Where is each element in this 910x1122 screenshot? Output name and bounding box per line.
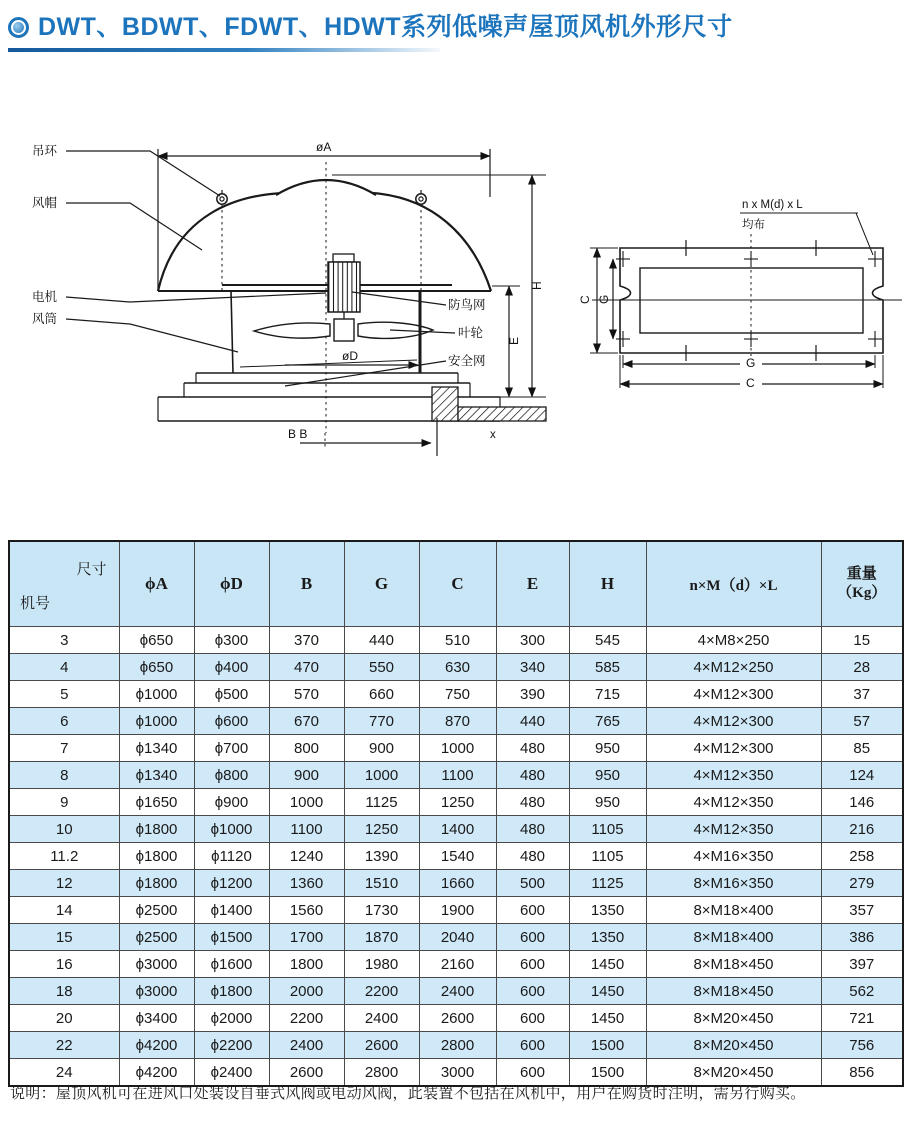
value-cell: 600	[496, 1059, 569, 1087]
value-cell: 8×M16×350	[646, 870, 821, 897]
model-no-cell: 10	[9, 816, 119, 843]
value-cell: 1000	[269, 789, 344, 816]
value-cell: 1100	[419, 762, 496, 789]
value-cell: 856	[821, 1059, 903, 1087]
bolt-note-line2: 均布	[742, 219, 765, 231]
table-row	[9, 897, 903, 924]
label-lifting-ring: 吊环	[32, 144, 58, 158]
value-cell: 500	[496, 870, 569, 897]
value-cell: 4×M12×300	[646, 735, 821, 762]
footnote: 说明：屋顶风机可在进风口处装设自垂式风阀或电动风阀，此装置不包括在风机中，用户在购货时注明，需另行购买。	[10, 1085, 806, 1102]
value-cell: 2800	[419, 1032, 496, 1059]
value-cell: 57	[821, 708, 903, 735]
table-row	[9, 870, 903, 897]
value-cell: 85	[821, 735, 903, 762]
value-cell: 258	[821, 843, 903, 870]
value-cell: ϕ4200	[119, 1032, 194, 1059]
value-cell: 630	[419, 654, 496, 681]
value-cell: 1560	[269, 897, 344, 924]
value-cell: 600	[496, 1032, 569, 1059]
title-underline	[8, 48, 440, 52]
model-no-cell: 22	[9, 1032, 119, 1059]
column-header-g: G	[344, 541, 419, 627]
table-row	[9, 816, 903, 843]
value-cell: 765	[569, 708, 646, 735]
value-cell: ϕ1000	[119, 681, 194, 708]
value-cell: 386	[821, 924, 903, 951]
value-cell: 1540	[419, 843, 496, 870]
value-cell: 4×M12×350	[646, 816, 821, 843]
value-cell: 1250	[344, 816, 419, 843]
value-cell: 8×M18×400	[646, 924, 821, 951]
value-cell: 124	[821, 762, 903, 789]
value-cell: 2600	[419, 1005, 496, 1032]
value-cell: 756	[821, 1032, 903, 1059]
value-cell: 1350	[569, 924, 646, 951]
value-cell: ϕ3000	[119, 978, 194, 1005]
value-cell: 2200	[269, 1005, 344, 1032]
dim-h: H	[530, 281, 544, 290]
value-cell: ϕ1400	[194, 897, 269, 924]
value-cell: 1800	[269, 951, 344, 978]
value-cell: ϕ2000	[194, 1005, 269, 1032]
value-cell: ϕ1340	[119, 762, 194, 789]
table-row	[9, 789, 903, 816]
page-title: DWT、BDWT、FDWT、HDWT系列低噪声屋顶风机外形尺寸	[38, 13, 733, 41]
model-no-cell: 3	[9, 627, 119, 654]
value-cell: ϕ1000	[119, 708, 194, 735]
value-cell: ϕ300	[194, 627, 269, 654]
value-cell: ϕ4200	[119, 1059, 194, 1087]
table-row	[9, 1005, 903, 1032]
value-cell: 480	[496, 843, 569, 870]
page-header	[8, 14, 733, 42]
value-cell: ϕ1800	[194, 978, 269, 1005]
value-cell: 1125	[569, 870, 646, 897]
weight-label-line2: （Kg）	[837, 585, 887, 601]
value-cell: ϕ800	[194, 762, 269, 789]
value-cell: 721	[821, 1005, 903, 1032]
model-no-cell: 18	[9, 978, 119, 1005]
value-cell: 1510	[344, 870, 419, 897]
value-cell: 2400	[419, 978, 496, 1005]
model-no-cell: 12	[9, 870, 119, 897]
value-cell: 2040	[419, 924, 496, 951]
bullseye-icon	[8, 17, 29, 38]
value-cell: 570	[269, 681, 344, 708]
value-cell: 600	[496, 978, 569, 1005]
value-cell: ϕ1000	[194, 816, 269, 843]
value-cell: 480	[496, 789, 569, 816]
value-cell: 480	[496, 762, 569, 789]
value-cell: 2600	[269, 1059, 344, 1087]
value-cell: 2400	[344, 1005, 419, 1032]
value-cell: 340	[496, 654, 569, 681]
model-no-cell: 7	[9, 735, 119, 762]
value-cell: 440	[344, 627, 419, 654]
value-cell: 4×M16×350	[646, 843, 821, 870]
impeller-drawing	[254, 319, 433, 341]
value-cell: 4×M12×300	[646, 681, 821, 708]
value-cell: 600	[496, 1005, 569, 1032]
value-cell: 1700	[269, 924, 344, 951]
header-row	[9, 541, 903, 627]
value-cell: 1250	[419, 789, 496, 816]
value-cell: 4×M12×300	[646, 708, 821, 735]
value-cell: 146	[821, 789, 903, 816]
value-cell: 8×M20×450	[646, 1059, 821, 1087]
value-cell: ϕ700	[194, 735, 269, 762]
value-cell: 480	[496, 735, 569, 762]
value-cell: 2400	[269, 1032, 344, 1059]
value-cell: ϕ1340	[119, 735, 194, 762]
value-cell: 4×M12×350	[646, 762, 821, 789]
value-cell: ϕ500	[194, 681, 269, 708]
dim-b: B B	[288, 427, 308, 441]
value-cell: 870	[419, 708, 496, 735]
weight-label-line1: 重量	[846, 565, 877, 582]
table-row	[9, 1032, 903, 1059]
value-cell: ϕ650	[119, 654, 194, 681]
table-row	[9, 843, 903, 870]
model-no-cell: 15	[9, 924, 119, 951]
value-cell: 370	[269, 627, 344, 654]
model-no-cell: 11.2	[9, 843, 119, 870]
model-no-cell: 16	[9, 951, 119, 978]
value-cell: 470	[269, 654, 344, 681]
value-cell: 480	[496, 816, 569, 843]
lifting-ring-right	[416, 190, 426, 204]
value-cell: 1100	[269, 816, 344, 843]
motor-drawing	[328, 254, 360, 321]
table-row	[9, 762, 903, 789]
table-row	[9, 627, 903, 654]
value-cell: 1400	[419, 816, 496, 843]
value-cell: 950	[569, 735, 646, 762]
value-cell: ϕ1500	[194, 924, 269, 951]
value-cell: 1450	[569, 1005, 646, 1032]
value-cell: ϕ1650	[119, 789, 194, 816]
fan-dimension-diagram	[0, 115, 910, 460]
label-wind-cap: 风帽	[32, 196, 58, 210]
value-cell: 4×M8×250	[646, 627, 821, 654]
column-header-e: E	[496, 541, 569, 627]
value-cell: 4×M12×350	[646, 789, 821, 816]
value-cell: 660	[344, 681, 419, 708]
value-cell: 216	[821, 816, 903, 843]
value-cell: 4×M12×250	[646, 654, 821, 681]
model-no-cell: 24	[9, 1059, 119, 1087]
column-header-phi-a: ϕA	[119, 541, 194, 627]
value-cell: ϕ2400	[194, 1059, 269, 1087]
dim-inner-g: G	[597, 294, 611, 304]
value-cell: 8×M18×450	[646, 978, 821, 1005]
value-cell: 1240	[269, 843, 344, 870]
value-cell: 8×M20×450	[646, 1005, 821, 1032]
bullseye-dot	[13, 22, 24, 33]
model-no-cell: 14	[9, 897, 119, 924]
value-cell: 1500	[569, 1059, 646, 1087]
value-cell: 1105	[569, 816, 646, 843]
value-cell: 28	[821, 654, 903, 681]
value-cell: 900	[344, 735, 419, 762]
value-cell: 1105	[569, 843, 646, 870]
value-cell: 715	[569, 681, 646, 708]
value-cell: 1980	[344, 951, 419, 978]
value-cell: 2160	[419, 951, 496, 978]
table-row	[9, 708, 903, 735]
value-cell: 1390	[344, 843, 419, 870]
value-cell: 900	[269, 762, 344, 789]
value-cell: ϕ1800	[119, 843, 194, 870]
column-header-c: C	[419, 541, 496, 627]
value-cell: 1350	[569, 897, 646, 924]
value-cell: 545	[569, 627, 646, 654]
value-cell: ϕ600	[194, 708, 269, 735]
dimension-table-body	[9, 627, 903, 1087]
column-header-phi-d: ϕD	[194, 541, 269, 627]
dim-outer-c: C	[578, 295, 592, 304]
label-impeller: 叶轮	[458, 326, 484, 340]
table-row	[9, 681, 903, 708]
dim-e: E	[507, 336, 521, 345]
dim-dia-a: øA	[316, 140, 332, 154]
value-cell: 750	[419, 681, 496, 708]
value-cell: 800	[269, 735, 344, 762]
value-cell: 2800	[344, 1059, 419, 1087]
model-no-cell: 20	[9, 1005, 119, 1032]
value-cell: 8×M18×400	[646, 897, 821, 924]
table-row	[9, 735, 903, 762]
value-cell: 600	[496, 924, 569, 951]
corner-label-model: 机号	[20, 595, 51, 612]
value-cell: 1000	[419, 735, 496, 762]
model-no-cell: 4	[9, 654, 119, 681]
bolt-note-line1: n x M(d) x L	[742, 199, 803, 211]
label-motor: 电机	[32, 290, 58, 304]
column-header-weight	[821, 541, 903, 627]
model-no-cell: 6	[9, 708, 119, 735]
table-row	[9, 654, 903, 681]
value-cell: 770	[344, 708, 419, 735]
value-cell: ϕ1800	[119, 870, 194, 897]
dim-x: x	[490, 429, 496, 441]
table-row	[9, 951, 903, 978]
table-row	[9, 924, 903, 951]
value-cell: 670	[269, 708, 344, 735]
value-cell: 1870	[344, 924, 419, 951]
value-cell: ϕ900	[194, 789, 269, 816]
table-row	[9, 978, 903, 1005]
value-cell: 37	[821, 681, 903, 708]
model-no-cell: 8	[9, 762, 119, 789]
value-cell: 2600	[344, 1032, 419, 1059]
value-cell: 15	[821, 627, 903, 654]
value-cell: 2000	[269, 978, 344, 1005]
value-cell: 585	[569, 654, 646, 681]
value-cell: 1450	[569, 951, 646, 978]
value-cell: ϕ3400	[119, 1005, 194, 1032]
value-cell: 3000	[419, 1059, 496, 1087]
dimension-table	[8, 540, 904, 1087]
value-cell: ϕ650	[119, 627, 194, 654]
label-bird-guard: 防鸟网	[448, 298, 486, 312]
value-cell: ϕ1120	[194, 843, 269, 870]
value-cell: 2200	[344, 978, 419, 1005]
value-cell: 950	[569, 789, 646, 816]
value-cell: 390	[496, 681, 569, 708]
value-cell: 510	[419, 627, 496, 654]
value-cell: 1900	[419, 897, 496, 924]
lifting-ring-left	[217, 190, 227, 204]
corner-label-size: 尺寸	[76, 561, 107, 578]
model-no-cell: 9	[9, 789, 119, 816]
value-cell: ϕ2200	[194, 1032, 269, 1059]
column-header-bolts: n×M（d）×L	[646, 541, 821, 627]
value-cell: 1660	[419, 870, 496, 897]
label-air-duct: 风筒	[32, 312, 58, 326]
value-cell: 1730	[344, 897, 419, 924]
model-no-cell: 5	[9, 681, 119, 708]
value-cell: 1000	[344, 762, 419, 789]
value-cell: 562	[821, 978, 903, 1005]
value-cell: 357	[821, 897, 903, 924]
value-cell: ϕ2500	[119, 924, 194, 951]
value-cell: 440	[496, 708, 569, 735]
value-cell: ϕ1800	[119, 816, 194, 843]
value-cell: 600	[496, 897, 569, 924]
value-cell: 1360	[269, 870, 344, 897]
dim-dia-d: øD	[342, 349, 358, 363]
corner-header-cell	[9, 541, 119, 627]
value-cell: 1450	[569, 978, 646, 1005]
dim-bottom-g: G	[746, 356, 756, 370]
value-cell: 279	[821, 870, 903, 897]
value-cell: 550	[344, 654, 419, 681]
value-cell: 8×M20×450	[646, 1032, 821, 1059]
value-cell: 1125	[344, 789, 419, 816]
value-cell: ϕ3000	[119, 951, 194, 978]
column-header-b: B	[269, 541, 344, 627]
value-cell: 300	[496, 627, 569, 654]
value-cell: ϕ2500	[119, 897, 194, 924]
value-cell: ϕ400	[194, 654, 269, 681]
value-cell: 8×M18×450	[646, 951, 821, 978]
value-cell: 950	[569, 762, 646, 789]
value-cell: ϕ1600	[194, 951, 269, 978]
value-cell: ϕ1200	[194, 870, 269, 897]
dim-bottom-c: C	[746, 376, 755, 390]
column-header-h: H	[569, 541, 646, 627]
value-cell: 600	[496, 951, 569, 978]
value-cell: 397	[821, 951, 903, 978]
label-safety-net: 安全网	[448, 354, 486, 368]
value-cell: 1500	[569, 1032, 646, 1059]
